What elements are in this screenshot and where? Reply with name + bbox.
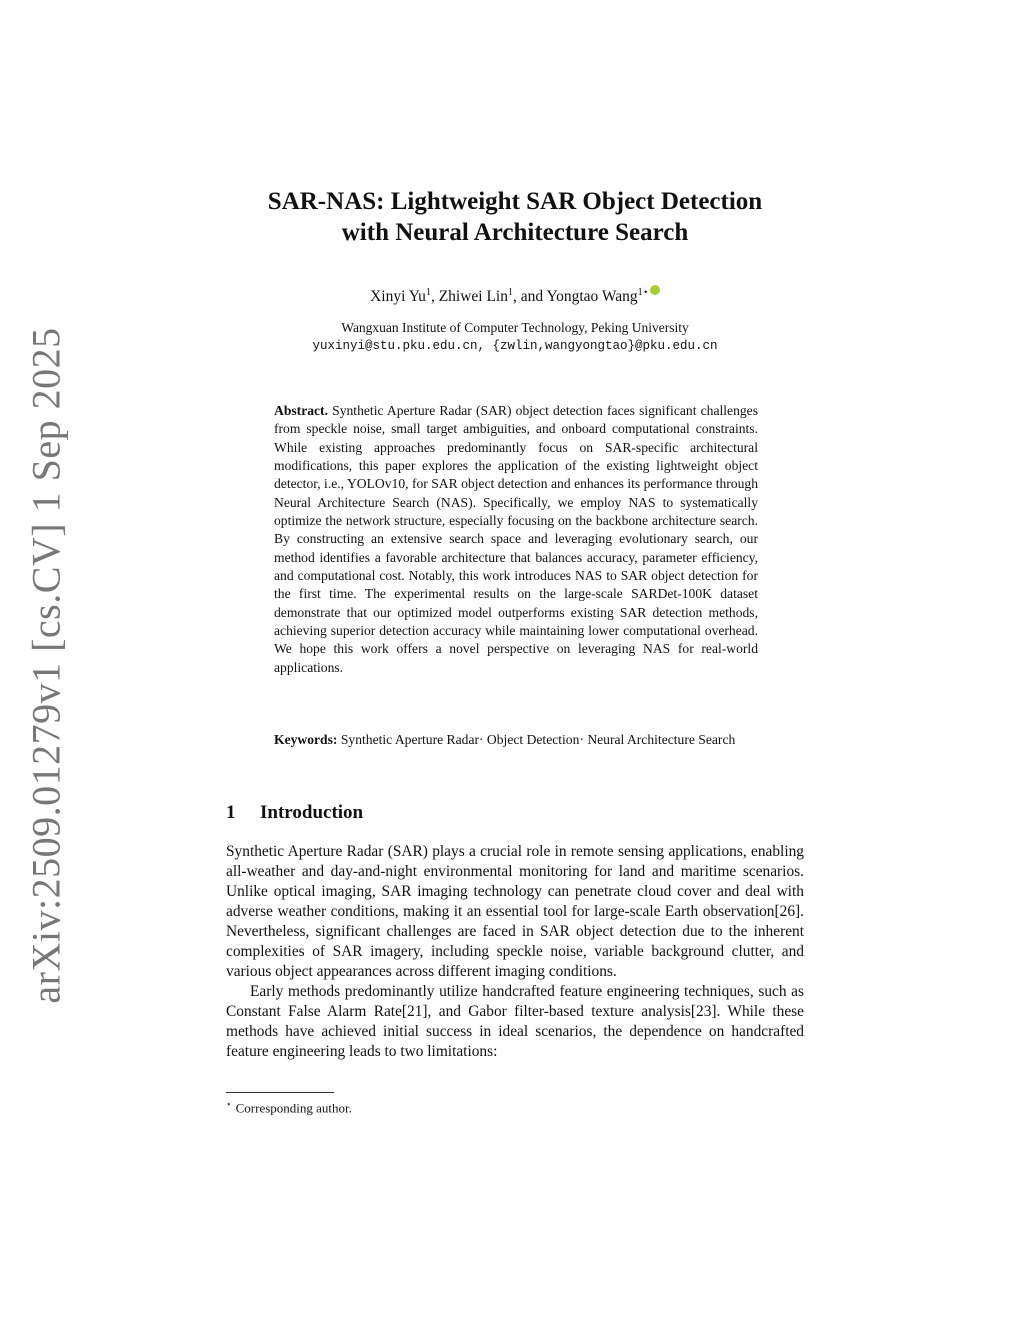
paragraph: Synthetic Aperture Radar (SAR) plays a crucial role in remote sensing applications, enabling all-weather and day-and-night environmental monitoring for land and maritime scenarios. Unlike optical imaging, SAR imaging technology can penetrate cloud cover and deal with adverse weather conditions, making it an essential tool for large-scale Earth observation[26]. Nevertheless, significant challenges are faced in SAR object detection due to the inherent complexities of SAR imagery, including speckle noise, variable background clutter, and various object appearances across different imaging conditions. (226, 843, 804, 981)
footnote-mark: ⋆ (226, 1099, 232, 1109)
keywords (274, 731, 758, 750)
arxiv-id-text: arXiv:2509.01279v1 [cs.CV] 1 Sep 2025 (23, 326, 69, 1004)
author-name: Yongtao Wang (546, 288, 638, 306)
footnote (226, 1096, 804, 1116)
arxiv-identifier (22, 326, 70, 1004)
orcid-icon[interactable] (650, 285, 660, 295)
title-line-1: SAR-NAS: Lightweight SAR Object Detection (267, 188, 763, 215)
keywords-text: Synthetic Aperture Radar· Object Detection· Neural Architecture Search (340, 732, 736, 747)
footnote-text: Corresponding author. (235, 1100, 352, 1116)
author-emails: yuxinyi@stu.pku.edu.cn, {zwlin,wangyongtao}@pku.edu.cn (312, 339, 718, 353)
keywords-label: Keywords: (274, 732, 338, 747)
author-name: Xinyi Yu (370, 288, 426, 306)
abstract (274, 402, 758, 677)
author-affil-mark: 1 (508, 287, 513, 298)
author-name: Zhiwei Lin (438, 288, 508, 306)
section-number: 1 (226, 802, 236, 823)
footnote-divider (226, 1092, 334, 1093)
author-affil-mark: 1 (425, 287, 431, 298)
affiliation: Wangxuan Institute of Computer Technology, Peking University (341, 320, 689, 335)
author-affil-mark: 1⋆ (637, 287, 649, 298)
author-separator: , (430, 288, 439, 306)
author-list (226, 282, 804, 308)
abstract-text: Synthetic Aperture Radar (SAR) object detection faces significant challenges from speckle noise, small target ambiguities, and onboard computational constraints. While existing approaches predominantly focus on SAR-specific architectural modifications, this paper explores the application of the existing lightweight object detector, i.e., YOLOv10, for SAR object detection and enhances its performance through Neural Architecture Search (NAS). Specifically, we employ NAS to systematically optimize the network structure, especially focusing on the backbone architecture search. By constructing an extensive search space and leveraging evolutionary search, our method identifies a favorable architecture that balances accuracy, parameter efficiency, and computational cost. Notably, this work introduces NAS to SAR object detection for the first time. The experimental results on the large-scale SARDet-100K dataset demonstrate that our optimized model outperforms existing SAR detection methods, achieving superior detection accuracy while maintaining lower computational overhead. We hope this work offers a novel perspective on leveraging NAS for real-world applications. (274, 403, 758, 675)
paper-title (226, 186, 804, 248)
abstract-label: Abstract. (274, 403, 328, 418)
section-title: Introduction (260, 802, 364, 823)
author-separator: , and (513, 288, 547, 306)
introduction-body (226, 842, 804, 1063)
paragraph: Early methods predominantly utilize handcrafted feature engineering techniques, such as Constant False Alarm Rate[21], and Gabor filter-based texture analysis[23]. While these methods have achieved initial success in ideal scenarios, the dependence on handcrafted feature engineering leads to two limitations: (226, 983, 804, 1061)
section-heading (226, 800, 804, 826)
affiliation-block (226, 318, 804, 356)
title-line-2: with Neural Architecture Search (341, 219, 689, 246)
